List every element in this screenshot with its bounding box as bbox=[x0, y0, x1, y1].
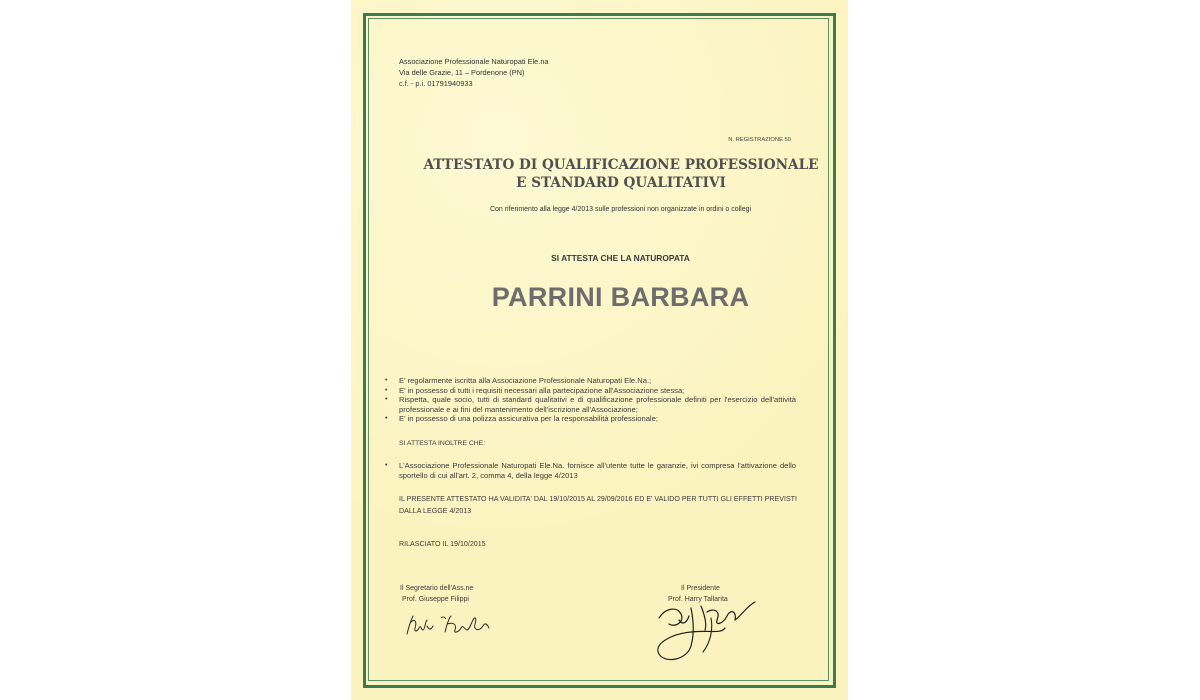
inner-border bbox=[368, 18, 829, 681]
list-item: • Rispetta, quale socio, tutti di standard qualitativi e di qualificazione professionale definiti per l'esercizio dell'attività professionale e ai fini del mantenimento dell'iscrizione all'Associazione; bbox=[385, 395, 796, 414]
certificate-paper bbox=[351, 0, 848, 700]
president-role: Il Presidente bbox=[681, 585, 720, 592]
president-name: Prof. Harry Tallarita bbox=[668, 596, 728, 603]
attesta-heading: SI ATTESTA CHE LA NATUROPATA bbox=[551, 253, 690, 263]
requirements-list bbox=[380, 376, 796, 424]
bullet-icon: • bbox=[385, 415, 388, 423]
recipient-name: PARRINI BARBARA bbox=[491, 282, 750, 312]
sender-tax-id: c.f. - p.i. 01791940933 bbox=[399, 79, 473, 88]
list-item: • E' regolarmente iscritta alla Associazione Professionale Naturopati Ele.Na.; bbox=[385, 376, 652, 385]
list-item: • L'Associazione Professionale Naturopati Ele.Na. fornisce all'utente tutte le garanzie, ivi compresa l'attivazione dello sportello di cui all'art. 2, comma 4, della legge 4/2013 bbox=[385, 461, 796, 480]
list-item: • E' in possesso di una polizza assicurativa per la responsabilità professionale; bbox=[385, 414, 658, 424]
certificate-title bbox=[351, 156, 848, 192]
secretary-name: Prof. Giuseppe Filippi bbox=[402, 596, 469, 603]
certificate-subtitle: Con riferimento alla legge 4/2013 sulle professioni non organizzate in ordini o collegi bbox=[489, 206, 752, 213]
list-item: • E' in possesso di tutti i requisiti necessari alla partecipazione all'Associazione stessa; bbox=[385, 385, 685, 395]
title-line-2: E STANDARD QUALITATIVI bbox=[516, 175, 726, 191]
secretary-role: Il Segretario dell'Ass.ne bbox=[400, 585, 474, 592]
validity-statement: IL PRESENTE ATTESTATO HA VALIDITA' DAL 19/10/2015 AL 29/09/2016 ED E' VALIDO PER TUTTI GLI EFFETTI PREVISTI DALLA LEGGE 4/2013 bbox=[399, 495, 797, 515]
president-signature-icon bbox=[651, 598, 771, 670]
sender-name: Associazione Professionale Naturopati Ele.na bbox=[399, 57, 549, 66]
bullet-icon: • bbox=[385, 396, 388, 404]
registration-number: N. REGISTRAZIONE 50 bbox=[728, 137, 791, 143]
sender-address: Via delle Grazie, 11 – Pordenone (PN) bbox=[399, 68, 525, 77]
secretary-signature-icon bbox=[401, 608, 501, 640]
title-line-1: ATTESTATO DI QUALIFICAZIONE PROFESSIONALE bbox=[423, 157, 819, 173]
inoltre-heading: SI ATTESTA INOLTRE CHE: bbox=[399, 440, 486, 447]
guarantees-list bbox=[380, 461, 796, 481]
bullet-icon: • bbox=[385, 377, 388, 384]
secretary-signatory bbox=[400, 583, 473, 605]
bullet-icon: • bbox=[385, 386, 388, 394]
issue-date: RILASCIATO IL 19/10/2015 bbox=[399, 540, 486, 548]
bullet-icon: • bbox=[385, 462, 388, 469]
sender-block bbox=[399, 56, 549, 89]
